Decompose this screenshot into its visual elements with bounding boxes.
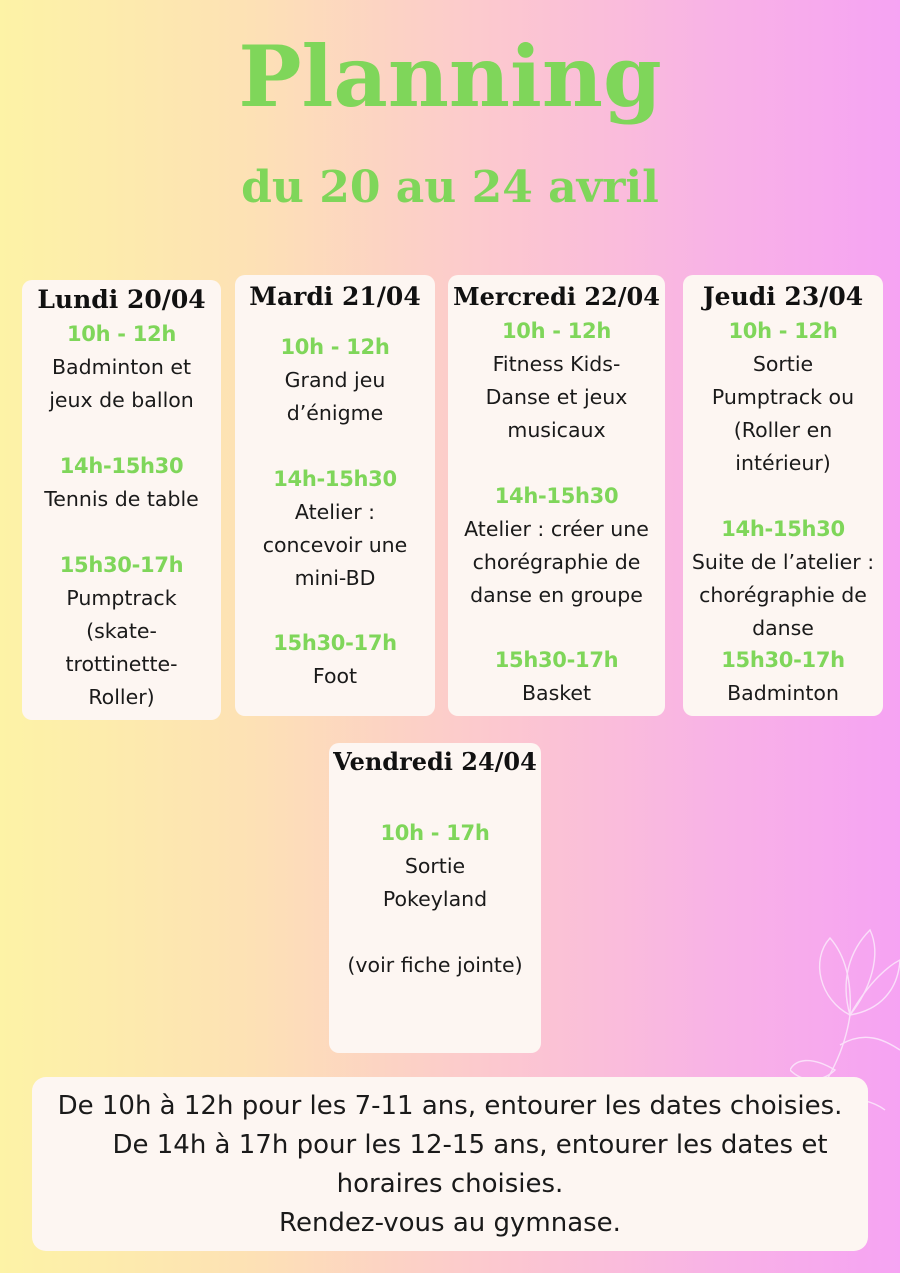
day-title: Vendredi 24/04 — [333, 747, 537, 776]
slot-early-afternoon — [235, 463, 435, 595]
activity-line: Foot — [312, 664, 358, 688]
attachment-note: (voir fiche jointe) — [347, 953, 523, 977]
activity-line: danse en groupe — [470, 583, 643, 607]
activity-line: chorégraphie de — [699, 583, 867, 607]
date-range: du 20 au 24 avril — [241, 162, 659, 213]
slot-time: 15h30-17h — [494, 648, 619, 672]
day-title: Mercredi 22/04 — [453, 282, 660, 311]
slot-late-afternoon — [22, 549, 221, 714]
info-line: De 14h à 17h pour les 12-15 ans, entourer les dates et — [112, 1130, 828, 1160]
slot-early-afternoon — [448, 480, 665, 612]
info-line: De 10h à 12h pour les 7-11 ans, entourer les dates choisies. — [57, 1091, 843, 1121]
slot-time: 14h-15h30 — [273, 467, 397, 491]
slot-time: 14h-15h30 — [494, 484, 619, 508]
activity-line: Badminton — [727, 681, 839, 705]
activity-line: Tennis de table — [44, 487, 199, 511]
day-title: Jeudi 23/04 — [702, 282, 864, 311]
slot-time: 15h30-17h — [59, 553, 184, 577]
slot-time: 15h30-17h — [273, 631, 397, 655]
day-title: Mardi 21/04 — [249, 282, 421, 311]
activity-line: Fitness Kids- — [492, 352, 621, 376]
activity-line: Sortie — [752, 352, 814, 376]
leaf-upper — [840, 1037, 900, 1050]
slot-time: 14h-15h30 — [721, 517, 845, 541]
activity-line: Roller) — [88, 685, 155, 709]
activity-line: danse — [752, 616, 814, 640]
activity-line: (skate- — [86, 619, 157, 643]
activity-line: Pumptrack — [66, 586, 177, 610]
slot-morning — [22, 318, 221, 417]
petal-right — [850, 960, 900, 1015]
slot-time: 10h - 12h — [67, 322, 176, 346]
slot-morning — [235, 331, 435, 430]
slot-morning — [683, 315, 883, 480]
day-card-mercredi — [448, 275, 665, 716]
slot-late-afternoon — [235, 627, 435, 693]
activity-line: d’énigme — [286, 401, 384, 425]
day-card-vendredi — [329, 743, 541, 1053]
activity-line: Atelier : créer une — [464, 517, 649, 541]
day-card-jeudi — [683, 275, 883, 716]
slot-full-day — [329, 817, 541, 916]
activity-line: Danse et jeux — [485, 385, 628, 409]
slot-early-afternoon — [22, 450, 221, 516]
page-title: Planning — [238, 27, 662, 126]
activity-line: Suite de l’atelier : — [691, 550, 875, 574]
slot-early-afternoon — [683, 513, 883, 645]
activity-line: Sortie — [404, 854, 466, 878]
activity-line: Basket — [521, 681, 592, 705]
info-line: horaires choisies. — [336, 1169, 564, 1199]
activity-line: (Roller en — [733, 418, 833, 442]
activity-line: concevoir une — [262, 533, 408, 557]
activity-line: trottinette- — [65, 652, 178, 676]
slot-late-afternoon — [448, 644, 665, 710]
info-line: Rendez-vous au gymnase. — [279, 1208, 621, 1238]
slot-time: 10h - 12h — [502, 319, 611, 343]
petal-left — [820, 938, 851, 1015]
activity-line: musicaux — [507, 418, 606, 442]
activity-line: jeux de ballon — [49, 388, 194, 412]
slot-late-afternoon — [683, 644, 883, 710]
slot-time: 15h30-17h — [721, 648, 845, 672]
activity-line: Badminton et — [51, 355, 192, 379]
activity-line: chorégraphie de — [472, 550, 641, 574]
activity-line: Grand jeu — [284, 368, 386, 392]
slot-time: 14h-15h30 — [59, 454, 184, 478]
activity-line: Pokeyland — [382, 887, 488, 911]
day-card-lundi — [22, 280, 221, 720]
day-card-mardi — [235, 275, 435, 716]
day-title: Lundi 20/04 — [37, 285, 206, 314]
slot-time: 10h - 12h — [280, 335, 390, 359]
activity-line: Atelier : — [294, 500, 376, 524]
activity-line: mini-BD — [294, 566, 376, 590]
info-box — [32, 1077, 868, 1251]
slot-time: 10h - 12h — [728, 319, 838, 343]
activity-line: Pumptrack ou — [711, 385, 855, 409]
slot-morning — [448, 315, 665, 447]
activity-line: intérieur) — [735, 451, 831, 475]
slot-time: 10h - 17h — [380, 821, 490, 845]
